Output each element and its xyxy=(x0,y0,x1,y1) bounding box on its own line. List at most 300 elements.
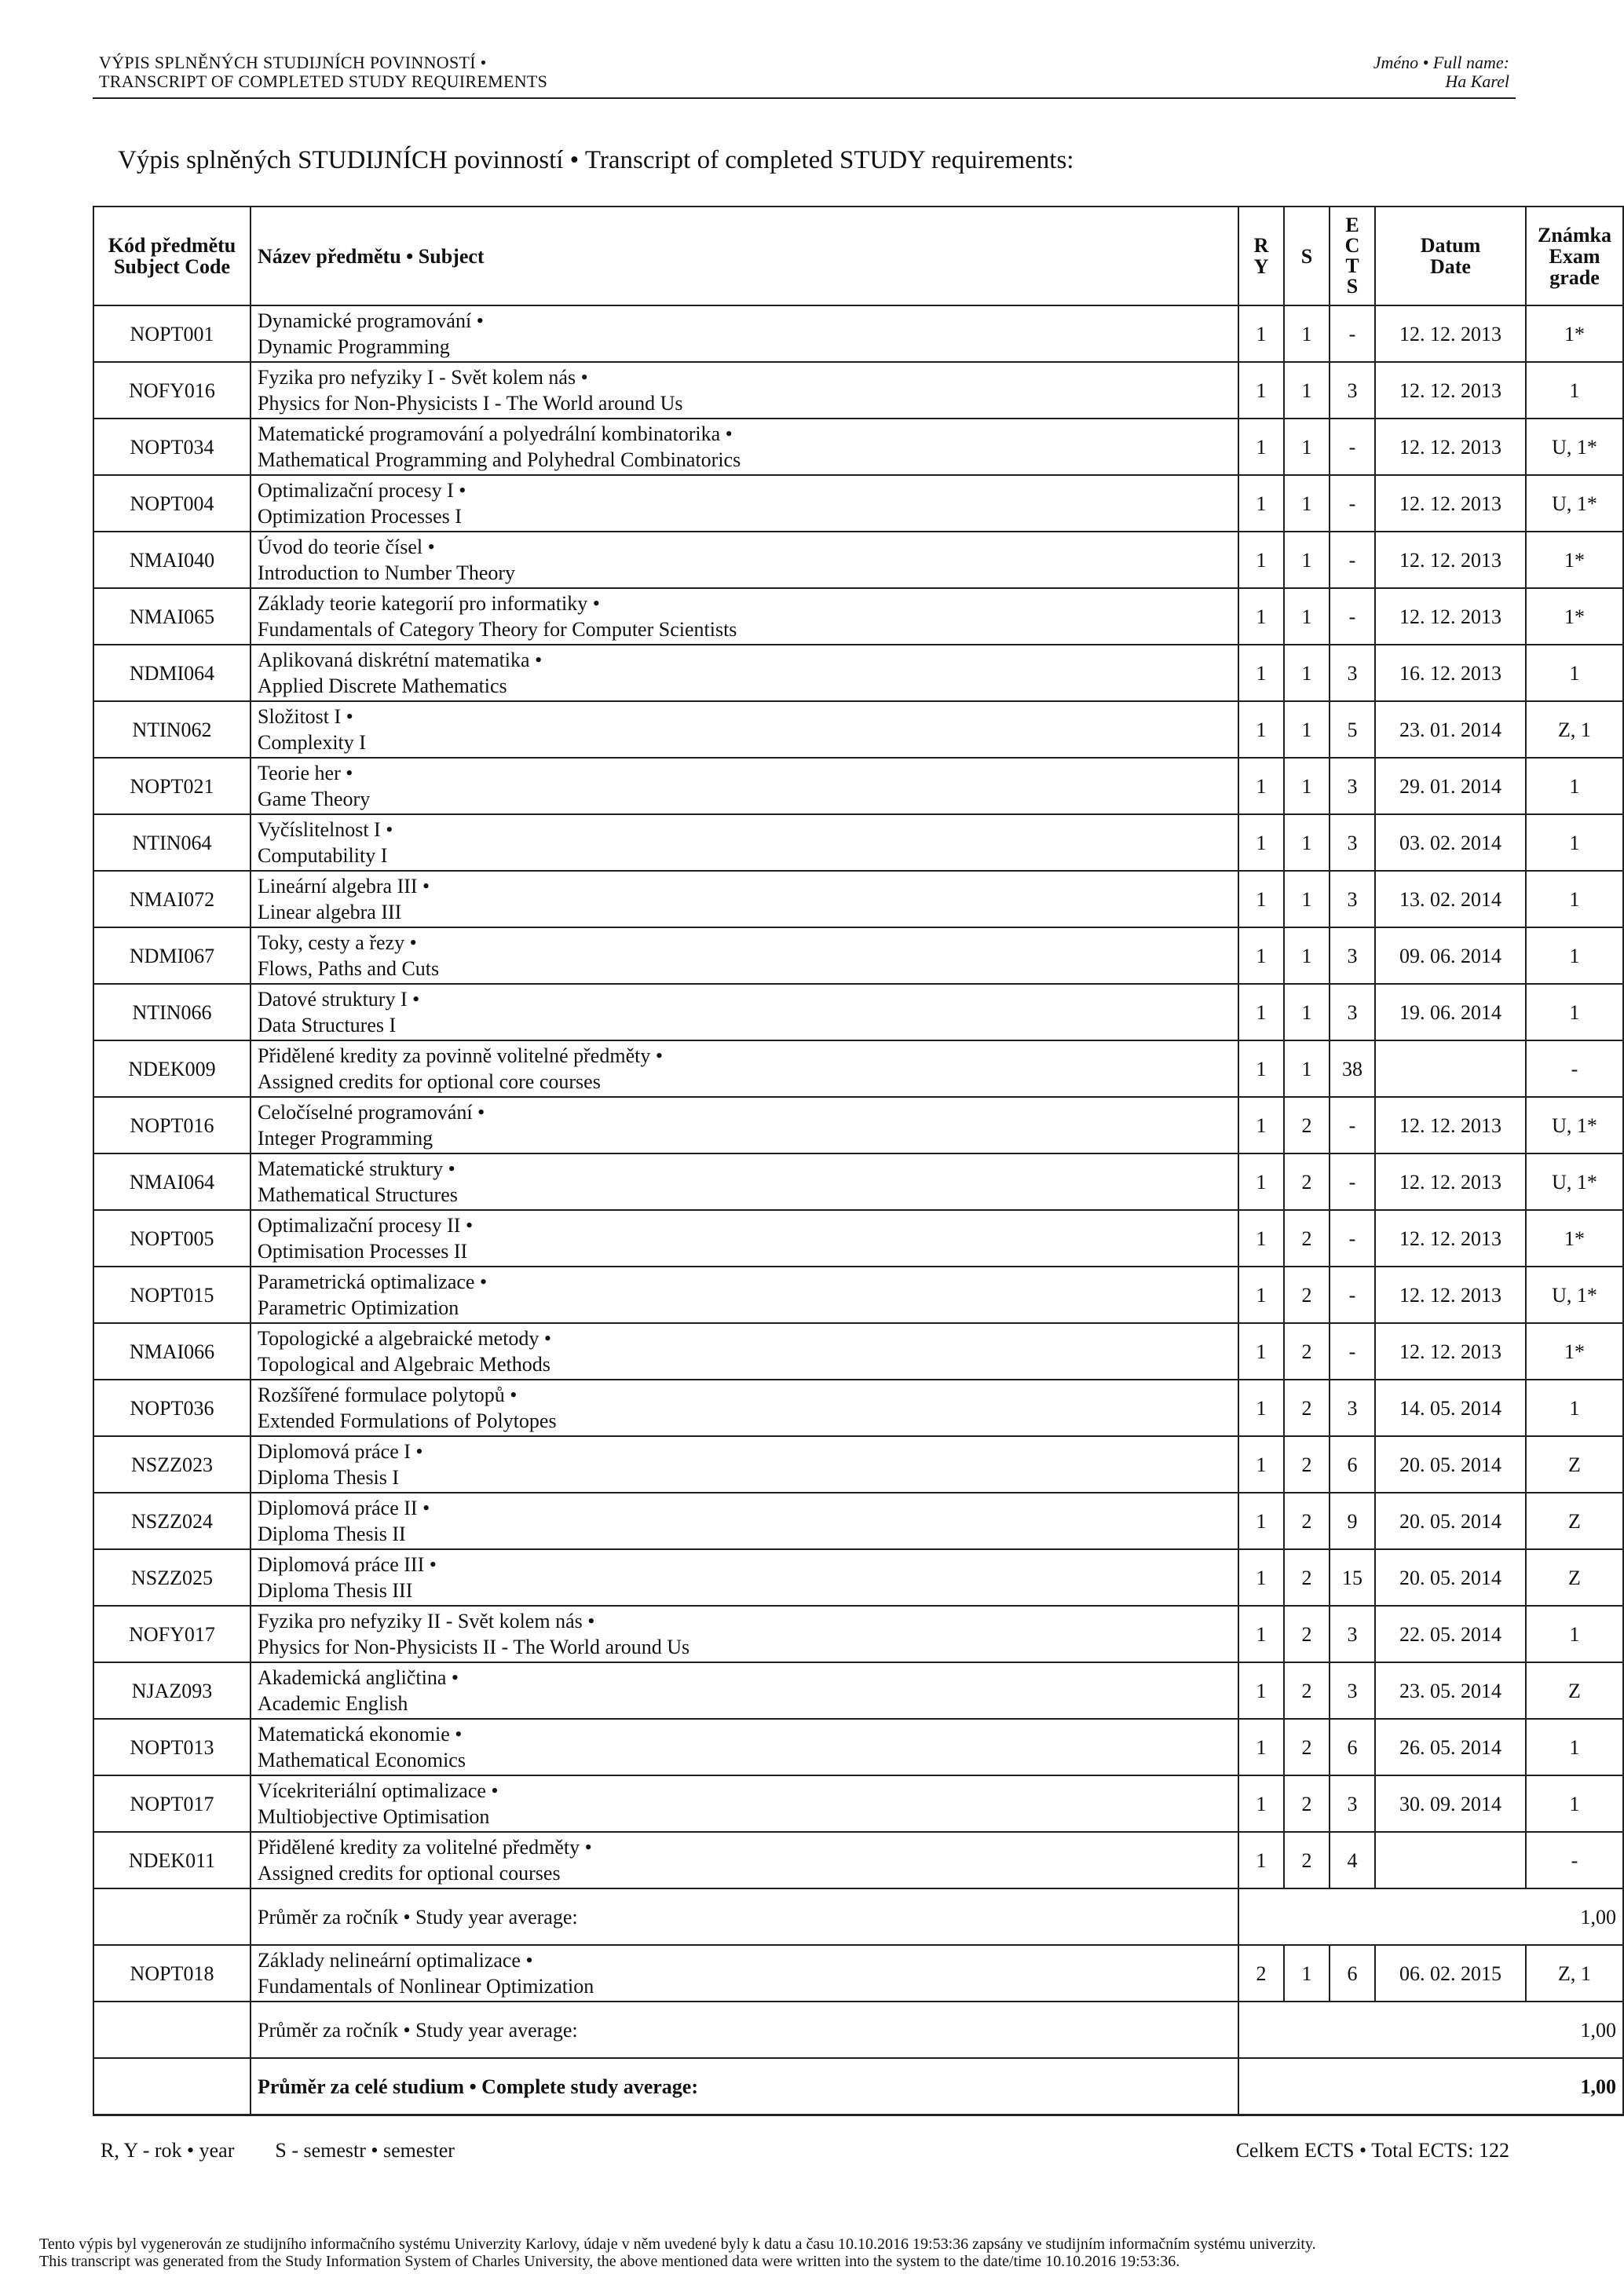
subject-name-en: Academic English xyxy=(258,1692,408,1715)
table-row xyxy=(93,927,1623,984)
subject-code: NOPT016 xyxy=(93,1097,251,1153)
semester-value: 2 xyxy=(1284,1210,1330,1267)
subject-name-en: Optimization Processes I xyxy=(258,505,462,528)
exam-grade: 1 xyxy=(1526,871,1623,927)
ects-value: - xyxy=(1330,588,1375,645)
exam-date: 30. 09. 2014 xyxy=(1375,1775,1526,1832)
subject-code: NJAZ093 xyxy=(93,1662,251,1719)
year-value: 1 xyxy=(1238,1267,1284,1323)
subject-name xyxy=(251,305,1238,362)
subject-name-cz: Matematické struktury • xyxy=(258,1157,455,1180)
subject-name-en: Introduction to Number Theory xyxy=(258,561,516,584)
ects-value: 3 xyxy=(1330,1775,1375,1832)
table-row xyxy=(93,1210,1623,1267)
exam-date: 12. 12. 2013 xyxy=(1375,1267,1526,1323)
subject-name-en: Diploma Thesis II xyxy=(258,1523,406,1545)
ects-value: 9 xyxy=(1330,1493,1375,1549)
subject-name-cz: Rozšířené formulace polytopů • xyxy=(258,1384,518,1406)
table-row xyxy=(93,1097,1623,1153)
subject-name-cz: Dynamické programování • xyxy=(258,309,484,332)
exam-grade: 1* xyxy=(1526,532,1623,588)
subject-name-en: Complexity I xyxy=(258,731,366,754)
subject-code: NOPT015 xyxy=(93,1267,251,1323)
semester-value: 2 xyxy=(1284,1606,1330,1662)
subject-name-en: Fundamentals of Category Theory for Computer Scientists xyxy=(258,618,737,641)
exam-grade: Z, 1 xyxy=(1526,1945,1623,2002)
subject-code: NSZZ024 xyxy=(93,1493,251,1549)
subject-name-en: Fundamentals of Nonlinear Optimization xyxy=(258,1975,594,1998)
average-label: Průměr za ročník • Study year average: xyxy=(251,2002,1238,2058)
exam-grade: 1 xyxy=(1526,1380,1623,1436)
ects-value: - xyxy=(1330,1153,1375,1210)
year-value: 1 xyxy=(1238,588,1284,645)
subject-name xyxy=(251,1040,1238,1097)
subject-code: NOPT001 xyxy=(93,305,251,362)
year-value: 1 xyxy=(1238,1549,1284,1606)
subject-name-en: Game Theory xyxy=(258,788,371,810)
subject-name-cz: Toky, cesty a řezy • xyxy=(258,931,417,954)
subject-code: NDMI067 xyxy=(93,927,251,984)
exam-date: 12. 12. 2013 xyxy=(1375,305,1526,362)
year-average-row xyxy=(93,2002,1623,2058)
subject-name-cz: Diplomová práce II • xyxy=(258,1497,430,1519)
table-row xyxy=(93,1436,1623,1493)
subject-name xyxy=(251,1719,1238,1775)
full-name-value: Ha Karel xyxy=(1445,71,1509,91)
subject-name-en: Physics for Non-Physicists I - The World around Us xyxy=(258,392,683,415)
subject-code: NMAI072 xyxy=(93,871,251,927)
legend-year: R, Y - rok • year xyxy=(101,2139,235,2162)
semester-value: 2 xyxy=(1284,1775,1330,1832)
year-value: 1 xyxy=(1238,758,1284,814)
subject-code: NSZZ025 xyxy=(93,1549,251,1606)
subject-code: NOPT017 xyxy=(93,1775,251,1832)
semester-value: 1 xyxy=(1284,984,1330,1040)
subject-name xyxy=(251,1380,1238,1436)
exam-grade: 1* xyxy=(1526,305,1623,362)
subject-code: NDEK009 xyxy=(93,1040,251,1097)
ects-value: 6 xyxy=(1330,1945,1375,2002)
subject-name-cz: Základy nelineární optimalizace • xyxy=(258,1949,533,1972)
header-divider xyxy=(93,97,1516,99)
semester-value: 2 xyxy=(1284,1493,1330,1549)
exam-date: 20. 05. 2014 xyxy=(1375,1436,1526,1493)
subject-name xyxy=(251,475,1238,532)
subject-name-en: Mathematical Programming and Polyhedral Combinatorics xyxy=(258,448,741,471)
year-value: 1 xyxy=(1238,814,1284,871)
ects-value: 3 xyxy=(1330,362,1375,419)
ects-value: 3 xyxy=(1330,927,1375,984)
exam-date: 29. 01. 2014 xyxy=(1375,758,1526,814)
table-row xyxy=(93,645,1623,701)
ects-value: 3 xyxy=(1330,1606,1375,1662)
year-value: 1 xyxy=(1238,1097,1284,1153)
full-name-label: Jméno • Full name: xyxy=(1373,53,1509,72)
exam-date: 06. 02. 2015 xyxy=(1375,1945,1526,2002)
column-header-grade: Známka Exam grade xyxy=(1526,207,1623,305)
table-row xyxy=(93,1945,1623,2002)
column-header-semester: S xyxy=(1284,207,1330,305)
exam-date: 12. 12. 2013 xyxy=(1375,1323,1526,1380)
table-row xyxy=(93,1832,1623,1888)
footer-note xyxy=(39,2236,1316,2270)
subject-name xyxy=(251,984,1238,1040)
average-label: Průměr za celé studium • Complete study average: xyxy=(251,2058,1238,2115)
exam-grade: - xyxy=(1526,1040,1623,1097)
year-value: 1 xyxy=(1238,871,1284,927)
year-value: 1 xyxy=(1238,984,1284,1040)
exam-date: 12. 12. 2013 xyxy=(1375,1097,1526,1153)
subject-name-cz: Aplikovaná diskrétní matematika • xyxy=(258,649,543,671)
header-title-en: TRANSCRIPT OF COMPLETED STUDY REQUIREMENTS xyxy=(99,71,548,91)
exam-grade: 1 xyxy=(1526,1775,1623,1832)
year-value: 1 xyxy=(1238,1606,1284,1662)
exam-grade: Z xyxy=(1526,1549,1623,1606)
summary-spacer xyxy=(93,2002,251,2058)
table-header-row xyxy=(93,207,1623,305)
subject-code: NMAI065 xyxy=(93,588,251,645)
document-header-left xyxy=(99,53,547,91)
table-row xyxy=(93,305,1623,362)
subject-name-cz: Akademická angličtina • xyxy=(258,1666,459,1689)
transcript-body xyxy=(93,305,1623,2115)
semester-value: 2 xyxy=(1284,1719,1330,1775)
subject-name-cz: Diplomová práce I • xyxy=(258,1440,423,1463)
subject-code: NOFY016 xyxy=(93,362,251,419)
subject-code: NMAI064 xyxy=(93,1153,251,1210)
subject-name-cz: Lineární algebra III • xyxy=(258,875,430,898)
exam-grade: Z, 1 xyxy=(1526,701,1623,758)
year-value: 1 xyxy=(1238,927,1284,984)
table-row xyxy=(93,1549,1623,1606)
semester-value: 2 xyxy=(1284,1323,1330,1380)
subject-name-en: Linear algebra III xyxy=(258,901,402,923)
subject-name-cz: Topologické a algebraické metody • xyxy=(258,1327,552,1350)
subject-code: NDMI064 xyxy=(93,645,251,701)
semester-value: 1 xyxy=(1284,927,1330,984)
subject-code: NMAI040 xyxy=(93,532,251,588)
exam-date: 12. 12. 2013 xyxy=(1375,362,1526,419)
average-label: Průměr za ročník • Study year average: xyxy=(251,1888,1238,1945)
subject-name xyxy=(251,1436,1238,1493)
ects-value: 3 xyxy=(1330,871,1375,927)
year-value: 1 xyxy=(1238,1210,1284,1267)
table-row xyxy=(93,814,1623,871)
subject-code: NDEK011 xyxy=(93,1832,251,1888)
subject-name-en: Diploma Thesis I xyxy=(258,1466,400,1489)
semester-value: 1 xyxy=(1284,419,1330,475)
table-row xyxy=(93,1775,1623,1832)
year-average-row xyxy=(93,1888,1623,1945)
semester-value: 1 xyxy=(1284,1945,1330,2002)
year-value: 1 xyxy=(1238,701,1284,758)
average-value: 1,00 xyxy=(1238,1888,1623,1945)
subject-name xyxy=(251,1606,1238,1662)
subject-name-en: Extended Formulations of Polytopes xyxy=(258,1409,557,1432)
ects-value: - xyxy=(1330,1097,1375,1153)
ects-value: 3 xyxy=(1330,984,1375,1040)
subject-name xyxy=(251,871,1238,927)
subject-name xyxy=(251,1832,1238,1888)
subject-name-en: Multiobjective Optimisation xyxy=(258,1805,490,1828)
exam-grade: Z xyxy=(1526,1662,1623,1719)
table-row xyxy=(93,758,1623,814)
exam-grade: U, 1* xyxy=(1526,1153,1623,1210)
semester-value: 1 xyxy=(1284,758,1330,814)
ects-value: 6 xyxy=(1330,1719,1375,1775)
ects-value: 4 xyxy=(1330,1832,1375,1888)
exam-grade: - xyxy=(1526,1832,1623,1888)
ects-value: - xyxy=(1330,1267,1375,1323)
table-row xyxy=(93,1493,1623,1549)
exam-grade: 1 xyxy=(1526,362,1623,419)
semester-value: 1 xyxy=(1284,871,1330,927)
ects-value: - xyxy=(1330,419,1375,475)
subject-name-cz: Vyčíslitelnost I • xyxy=(258,818,393,841)
table-row xyxy=(93,1719,1623,1775)
year-value: 1 xyxy=(1238,362,1284,419)
subject-name-en: Physics for Non-Physicists II - The World around Us xyxy=(258,1636,690,1658)
exam-date: 13. 02. 2014 xyxy=(1375,871,1526,927)
year-value: 1 xyxy=(1238,305,1284,362)
ects-value: 3 xyxy=(1330,758,1375,814)
year-value: 1 xyxy=(1238,1493,1284,1549)
column-header-code: Kód předmětu Subject Code xyxy=(93,207,251,305)
column-header-year: R Y xyxy=(1238,207,1284,305)
year-value: 1 xyxy=(1238,532,1284,588)
subject-name-en: Parametric Optimization xyxy=(258,1296,459,1319)
total-ects: Celkem ECTS • Total ECTS: 122 xyxy=(1235,2139,1509,2162)
subject-name-en: Mathematical Economics xyxy=(258,1749,466,1771)
subject-name xyxy=(251,814,1238,871)
exam-date: 20. 05. 2014 xyxy=(1375,1493,1526,1549)
subject-name-cz: Vícekriteriální optimalizace • xyxy=(258,1779,499,1802)
exam-grade: Z xyxy=(1526,1493,1623,1549)
footer-line-cz: Tento výpis byl vygenerován ze studijního informačního systému Univerzity Karlovy, údaje v něm uvedené byly k datu a času 10.10.2016 19:53:36 zapsány ve studijním informačním systému univerzity. xyxy=(39,2236,1316,2253)
year-value: 1 xyxy=(1238,1775,1284,1832)
exam-grade: U, 1* xyxy=(1526,475,1623,532)
exam-grade: 1 xyxy=(1526,758,1623,814)
complete-average-row xyxy=(93,2058,1623,2115)
year-value: 1 xyxy=(1238,1040,1284,1097)
subject-name xyxy=(251,927,1238,984)
subject-name-cz: Přidělené kredity za povinně volitelné předměty • xyxy=(258,1044,663,1067)
exam-grade: 1* xyxy=(1526,588,1623,645)
year-value: 1 xyxy=(1238,1662,1284,1719)
subject-code: NOPT034 xyxy=(93,419,251,475)
semester-value: 2 xyxy=(1284,1662,1330,1719)
subject-name xyxy=(251,758,1238,814)
semester-value: 2 xyxy=(1284,1436,1330,1493)
subject-code: NOPT036 xyxy=(93,1380,251,1436)
table-row xyxy=(93,1323,1623,1380)
table-row xyxy=(93,1662,1623,1719)
exam-date: 26. 05. 2014 xyxy=(1375,1719,1526,1775)
ects-value: 38 xyxy=(1330,1040,1375,1097)
semester-value: 2 xyxy=(1284,1380,1330,1436)
subject-code: NMAI066 xyxy=(93,1323,251,1380)
subject-name xyxy=(251,362,1238,419)
table-row xyxy=(93,1606,1623,1662)
subject-name xyxy=(251,1267,1238,1323)
ects-value: 15 xyxy=(1330,1549,1375,1606)
ects-value: 3 xyxy=(1330,645,1375,701)
subject-name xyxy=(251,1097,1238,1153)
exam-date: 23. 01. 2014 xyxy=(1375,701,1526,758)
year-value: 1 xyxy=(1238,475,1284,532)
semester-value: 1 xyxy=(1284,532,1330,588)
semester-value: 2 xyxy=(1284,1153,1330,1210)
exam-grade: 1 xyxy=(1526,984,1623,1040)
year-value: 1 xyxy=(1238,1380,1284,1436)
year-value: 1 xyxy=(1238,1832,1284,1888)
exam-date: 22. 05. 2014 xyxy=(1375,1606,1526,1662)
subject-name-en: Data Structures I xyxy=(258,1014,397,1036)
subject-name-en: Dynamic Programming xyxy=(258,335,450,358)
subject-name-cz: Optimalizační procesy I • xyxy=(258,479,466,502)
ects-value: - xyxy=(1330,305,1375,362)
table-row xyxy=(93,1267,1623,1323)
average-value: 1,00 xyxy=(1238,2058,1623,2115)
subject-code: NOPT018 xyxy=(93,1945,251,2002)
exam-date: 12. 12. 2013 xyxy=(1375,532,1526,588)
semester-value: 2 xyxy=(1284,1267,1330,1323)
subject-name xyxy=(251,701,1238,758)
exam-grade: Z xyxy=(1526,1436,1623,1493)
subject-name xyxy=(251,588,1238,645)
exam-date: 23. 05. 2014 xyxy=(1375,1662,1526,1719)
transcript-table xyxy=(93,206,1624,2116)
document-header-right xyxy=(1373,53,1509,91)
year-value: 2 xyxy=(1238,1945,1284,2002)
subject-name xyxy=(251,532,1238,588)
table-row xyxy=(93,588,1623,645)
semester-value: 1 xyxy=(1284,588,1330,645)
subject-code: NOFY017 xyxy=(93,1606,251,1662)
semester-value: 2 xyxy=(1284,1549,1330,1606)
semester-value: 1 xyxy=(1284,475,1330,532)
semester-value: 1 xyxy=(1284,362,1330,419)
subject-name-en: Computability I xyxy=(258,844,388,867)
exam-date: 12. 12. 2013 xyxy=(1375,475,1526,532)
subject-code: NSZZ023 xyxy=(93,1436,251,1493)
page-title: Výpis splněných STUDIJNÍCH povinností • Transcript of completed STUDY requirements: xyxy=(118,146,1074,174)
exam-date: 03. 02. 2014 xyxy=(1375,814,1526,871)
ects-value: 5 xyxy=(1330,701,1375,758)
summary-spacer xyxy=(93,1888,251,1945)
exam-grade: U, 1* xyxy=(1526,1267,1623,1323)
subject-name-cz: Fyzika pro nefyziky I - Svět kolem nás • xyxy=(258,366,588,389)
ects-value: 6 xyxy=(1330,1436,1375,1493)
subject-name-cz: Matematické programování a polyedrální kombinatorika • xyxy=(258,422,733,445)
ects-value: 3 xyxy=(1330,1662,1375,1719)
semester-value: 2 xyxy=(1284,1832,1330,1888)
average-value: 1,00 xyxy=(1238,2002,1623,2058)
subject-name xyxy=(251,1493,1238,1549)
year-value: 1 xyxy=(1238,1719,1284,1775)
subject-code: NOPT013 xyxy=(93,1719,251,1775)
subject-name xyxy=(251,1662,1238,1719)
semester-value: 1 xyxy=(1284,701,1330,758)
semester-value: 1 xyxy=(1284,1040,1330,1097)
table-row xyxy=(93,1380,1623,1436)
exam-grade: 1 xyxy=(1526,645,1623,701)
subject-name xyxy=(251,1210,1238,1267)
summary-spacer xyxy=(93,2058,251,2115)
exam-date: 09. 06. 2014 xyxy=(1375,927,1526,984)
table-row xyxy=(93,871,1623,927)
header-title-cz: VÝPIS SPLNĚNÝCH STUDIJNÍCH POVINNOSTÍ • xyxy=(99,53,487,72)
subject-name-cz: Diplomová práce III • xyxy=(258,1553,437,1576)
subject-name-cz: Matematická ekonomie • xyxy=(258,1723,463,1746)
column-header-ects: E C T S xyxy=(1330,207,1375,305)
ects-value: - xyxy=(1330,475,1375,532)
ects-value: - xyxy=(1330,532,1375,588)
semester-value: 2 xyxy=(1284,1097,1330,1153)
subject-name xyxy=(251,645,1238,701)
subject-name-cz: Datové struktury I • xyxy=(258,988,420,1011)
year-value: 1 xyxy=(1238,419,1284,475)
exam-grade: U, 1* xyxy=(1526,1097,1623,1153)
subject-name-en: Assigned credits for optional courses xyxy=(258,1862,561,1885)
subject-code: NTIN064 xyxy=(93,814,251,871)
year-value: 1 xyxy=(1238,1436,1284,1493)
exam-date: 12. 12. 2013 xyxy=(1375,588,1526,645)
exam-date xyxy=(1375,1040,1526,1097)
subject-name-cz: Celočíselné programování • xyxy=(258,1101,485,1124)
ects-value: - xyxy=(1330,1210,1375,1267)
exam-grade: 1 xyxy=(1526,814,1623,871)
subject-name-cz: Teorie her • xyxy=(258,762,353,784)
subject-name-cz: Parametrická optimalizace • xyxy=(258,1270,488,1293)
subject-name-en: Optimisation Processes II xyxy=(258,1240,468,1263)
subject-code: NOPT021 xyxy=(93,758,251,814)
subject-name-en: Assigned credits for optional core courses xyxy=(258,1070,601,1093)
exam-grade: 1* xyxy=(1526,1210,1623,1267)
table-row xyxy=(93,532,1623,588)
exam-grade: U, 1* xyxy=(1526,419,1623,475)
subject-name xyxy=(251,1323,1238,1380)
table-row xyxy=(93,362,1623,419)
legend-semester: S - semestr • semester xyxy=(275,2139,455,2162)
subject-name-cz: Přidělené kredity za volitelné předměty • xyxy=(258,1836,592,1859)
exam-date: 16. 12. 2013 xyxy=(1375,645,1526,701)
exam-date: 14. 05. 2014 xyxy=(1375,1380,1526,1436)
subject-name-cz: Optimalizační procesy II • xyxy=(258,1214,474,1237)
table-row xyxy=(93,1040,1623,1097)
table-row xyxy=(93,419,1623,475)
subject-name-en: Diploma Thesis III xyxy=(258,1579,413,1602)
subject-name xyxy=(251,419,1238,475)
semester-value: 1 xyxy=(1284,305,1330,362)
exam-date xyxy=(1375,1832,1526,1888)
subject-name xyxy=(251,1153,1238,1210)
footer-line-en: This transcript was generated from the Study Information System of Charles University, the above mentioned data were written into the system to the date/time 10.10.2016 19:53:36. xyxy=(39,2253,1180,2270)
exam-date: 12. 12. 2013 xyxy=(1375,419,1526,475)
ects-value: - xyxy=(1330,1323,1375,1380)
exam-grade: 1 xyxy=(1526,1606,1623,1662)
subject-name-cz: Základy teorie kategorií pro informatiky • xyxy=(258,592,600,615)
subject-name xyxy=(251,1945,1238,2002)
subject-name-en: Integer Programming xyxy=(258,1127,433,1150)
exam-grade: 1 xyxy=(1526,1719,1623,1775)
exam-grade: 1 xyxy=(1526,927,1623,984)
table-row xyxy=(93,984,1623,1040)
table-row xyxy=(93,475,1623,532)
semester-value: 1 xyxy=(1284,814,1330,871)
subject-name-cz: Fyzika pro nefyziky II - Svět kolem nás • xyxy=(258,1610,595,1632)
exam-date: 12. 12. 2013 xyxy=(1375,1153,1526,1210)
